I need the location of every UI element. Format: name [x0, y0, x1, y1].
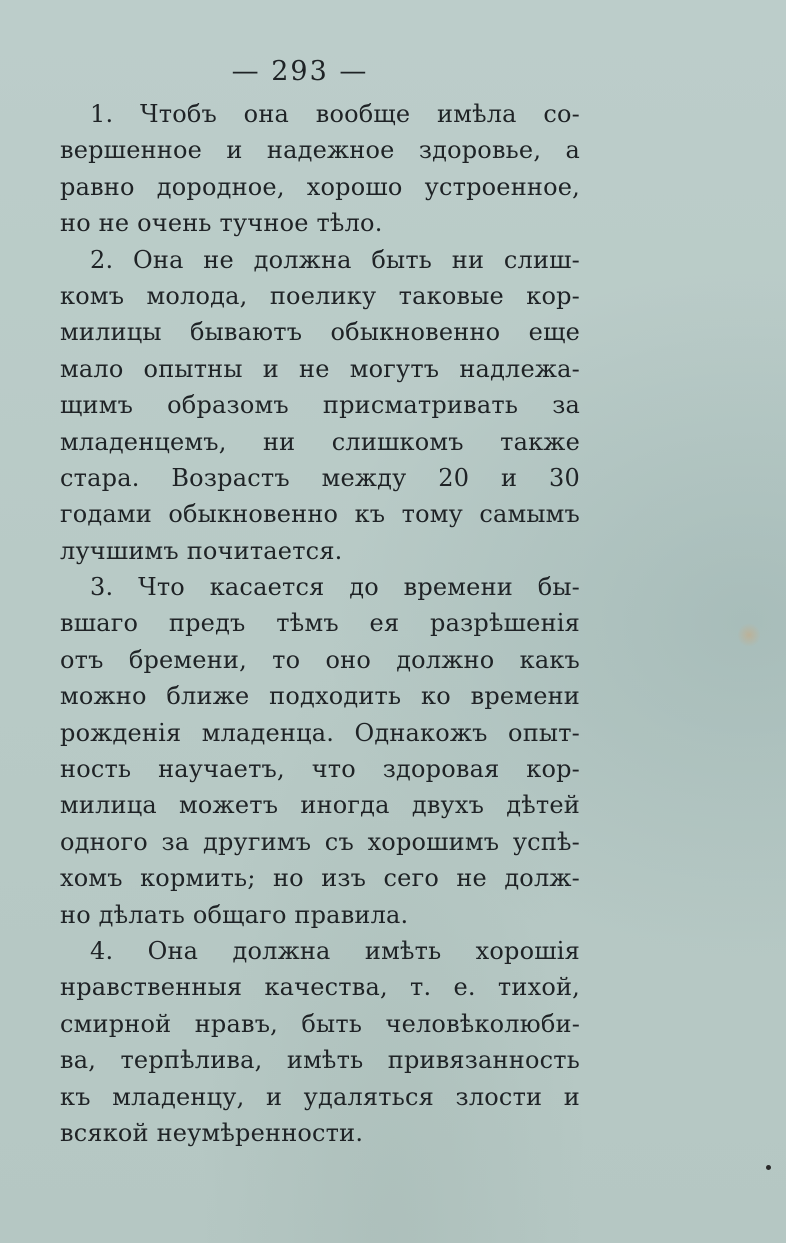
text-line: 4. Она должна имѣть хорошія	[90, 936, 580, 965]
ink-dot	[766, 1165, 771, 1170]
text-line: мало опытны и не могутъ надлежа-	[60, 354, 580, 383]
text-line: хомъ кормить; но изъ сего не долж-	[60, 864, 580, 893]
text-line: вершенное и надежное здоровье, а	[60, 136, 580, 165]
text-line: ва, терпѣлива, имѣть привязанность	[60, 1046, 580, 1075]
body-text	[60, 96, 580, 1151]
text-line: стара. Возрастъ между 20 и 30	[60, 463, 580, 492]
text-line: но не очень тучное тѣло.	[60, 209, 383, 238]
page-number: — 293 —	[231, 56, 369, 87]
text-line: равно дородное, хорошо устроенное,	[60, 172, 580, 201]
text-line: рожденія младенца. Однакожъ опыт-	[60, 718, 580, 747]
text-line: 2. Она не должна быть ни слиш-	[90, 245, 580, 274]
text-line: лучшимъ почитается.	[60, 536, 343, 565]
text-line: всякой неумѣренности.	[60, 1118, 364, 1147]
text-line: комъ молода, поелику таковые кор-	[60, 281, 580, 310]
text-line: 1. Чтобъ она вообще имѣла со-	[90, 100, 580, 128]
text-line: нравственныя качества, т. е. тихой,	[60, 973, 580, 1002]
text-line: милицы бываютъ обыкновенно еще	[60, 318, 580, 347]
text-line: къ младенцу, и удаляться злости и	[60, 1082, 580, 1111]
text-line: ность научаетъ, что здоровая кор-	[60, 755, 580, 784]
text-line: отъ бремени, то оно должно какъ	[60, 645, 580, 674]
text-line: годами обыкновенно къ тому самымъ	[60, 500, 580, 529]
text-line: младенцемъ, ни слишкомъ также	[60, 427, 580, 456]
paper-stain	[738, 622, 760, 648]
text-line: смирной нравъ, быть человѣколюби-	[60, 1009, 580, 1038]
text-line: 3. Что касается до времени бы-	[90, 573, 580, 602]
text-line: одного за другимъ съ хорошимъ успѣ-	[60, 827, 580, 856]
text-line: щимъ образомъ присматривать за	[60, 391, 580, 420]
text-line: но дѣлать общаго правила.	[60, 900, 409, 929]
text-line: вшаго предъ тѣмъ ея разрѣшенія	[60, 609, 580, 638]
text-line: милица можетъ иногда двухъ дѣтей	[60, 791, 580, 820]
text-line: можно ближе подходить ко времени	[60, 682, 580, 711]
